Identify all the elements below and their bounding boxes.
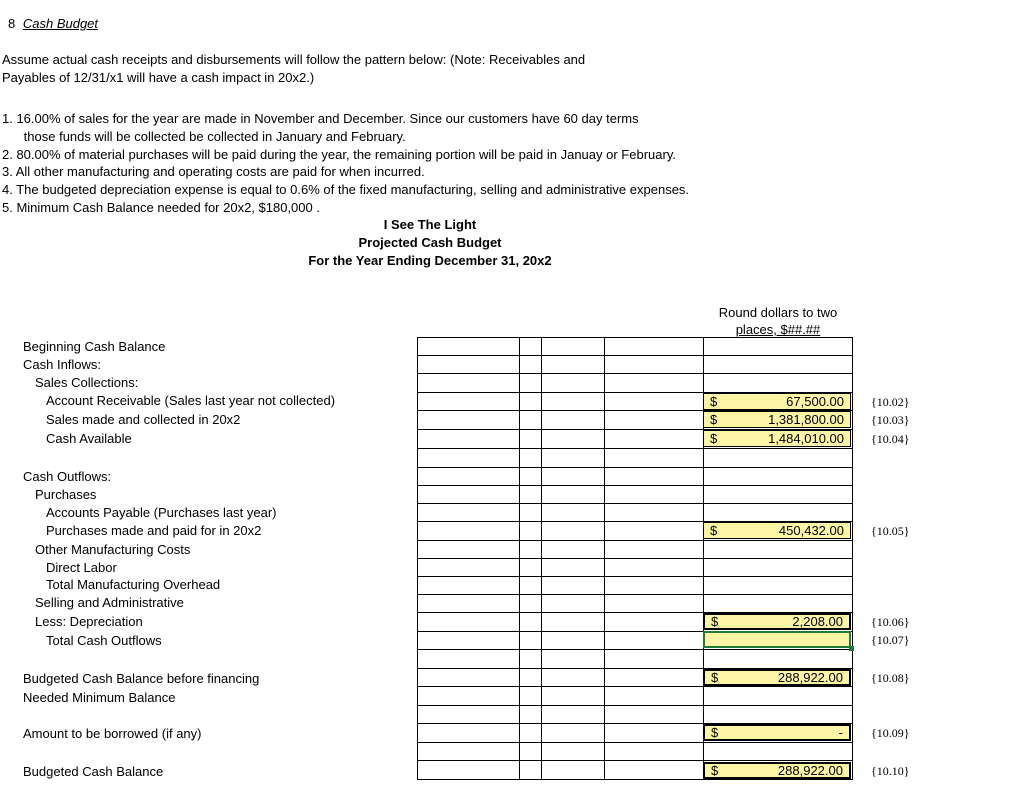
ref-purchases-paid: {10.05}	[871, 524, 910, 538]
currency-symbol: $	[710, 431, 718, 446]
amount: -	[838, 725, 843, 740]
row-cash-available: Cash Available	[46, 431, 132, 446]
grid-row-line	[417, 355, 853, 356]
grid-row-line	[417, 503, 853, 504]
amount: 288,922.00	[777, 670, 843, 685]
item-2: 2. 80.00% of material purchases will be paid during the year, the remaining portion will be paid in Januay or February.	[2, 147, 676, 162]
row-beginning-cash: Beginning Cash Balance	[23, 339, 166, 354]
selection-fill-handle[interactable]	[849, 646, 854, 651]
currency-symbol: $	[711, 670, 719, 685]
item-4: 4. The budgeted depreciation expense is equal to 0.6% of the fixed manufacturing, selling and administrative expenses.	[2, 182, 690, 197]
cell-total-cash-outflows[interactable]	[703, 631, 851, 648]
row-purchases: Purchases	[35, 487, 97, 502]
cell-purchases-paid[interactable]	[703, 522, 851, 539]
ref-budgeted-balance: {10.10}	[871, 764, 910, 778]
grid-row-line	[417, 448, 853, 449]
grid-column-line	[852, 337, 853, 780]
row-budgeted-balance: Budgeted Cash Balance	[23, 764, 164, 779]
cell-before-financing[interactable]	[703, 669, 851, 686]
currency-symbol: $	[711, 763, 719, 778]
row-before-financing: Budgeted Cash Balance before financing	[23, 671, 260, 686]
row-total-cash-outflows: Total Cash Outflows	[46, 633, 162, 648]
row-needed-minimum: Needed Minimum Balance	[23, 690, 176, 705]
grid-row-line	[417, 594, 853, 595]
row-account-receivable: Account Receivable (Sales last year not collected)	[46, 393, 336, 408]
grid-column-line	[604, 337, 605, 780]
report-period: For the Year Ending December 31, 20x2	[308, 253, 552, 268]
grid-row-line	[417, 540, 853, 541]
currency-symbol: $	[711, 725, 719, 740]
cell-account-receivable[interactable]	[703, 393, 851, 410]
ref-amount-borrowed: {10.09}	[871, 726, 910, 740]
grid-row-line	[417, 686, 853, 687]
currency-symbol: $	[711, 614, 719, 629]
item-1-continued: those funds will be collected be collected in January and February.	[2, 129, 406, 144]
ref-total-cash-outflows: {10.07}	[871, 633, 910, 647]
row-purchases-paid: Purchases made and paid for in 20x2	[46, 523, 262, 538]
row-accounts-payable: Accounts Payable (Purchases last year)	[46, 505, 277, 520]
company-name: I See The Light	[383, 217, 477, 232]
section-number: 8	[8, 16, 16, 31]
grid-row-line	[417, 705, 853, 706]
grid-column-line	[417, 337, 418, 780]
grid-column-line	[519, 337, 520, 780]
ref-cash-available: {10.04}	[871, 432, 910, 446]
ref-account-receivable: {10.02}	[871, 395, 910, 409]
grid-column-line	[541, 337, 542, 780]
grid-row-line	[417, 649, 853, 650]
row-less-depreciation: Less: Depreciation	[35, 614, 143, 629]
item-5: 5. Minimum Cash Balance needed for 20x2, $180,000 .	[2, 200, 320, 215]
amount: 1,381,800.00	[768, 412, 844, 427]
row-sales-collected: Sales made and collected in 20x2	[46, 412, 241, 427]
cell-sales-collected[interactable]	[703, 411, 851, 428]
section-title	[8, 16, 98, 32]
ref-before-financing: {10.08}	[871, 671, 910, 685]
assumption-line-2: Payables of 12/31/x1 will have a cash impact in 20x2.)	[2, 70, 315, 85]
grid-row-line	[417, 779, 853, 780]
ref-sales-collected: {10.03}	[871, 413, 910, 427]
currency-symbol: $	[710, 394, 718, 409]
row-sales-collections: Sales Collections:	[35, 375, 139, 390]
item-3: 3. All other manufacturing and operating costs are paid for when incurred.	[2, 164, 425, 179]
row-cash-inflows: Cash Inflows:	[23, 357, 102, 372]
cell-budgeted-balance[interactable]	[703, 762, 851, 779]
row-cash-outflows: Cash Outflows:	[23, 469, 112, 484]
row-other-mfg: Other Manufacturing Costs	[35, 542, 191, 557]
round-note-line-2: places, $##.##	[735, 322, 821, 337]
grid-row-line	[417, 576, 853, 577]
amount: 288,922.00	[777, 763, 843, 778]
item-1: 1. 16.00% of sales for the year are made in November and December. Since our customers have 60 day terms	[2, 111, 639, 126]
currency-symbol: $	[710, 412, 718, 427]
amount: 67,500.00	[786, 394, 844, 409]
row-direct-labor: Direct Labor	[46, 560, 117, 575]
section-title-text: Cash Budget	[22, 16, 99, 31]
report-title: Projected Cash Budget	[358, 235, 502, 250]
round-note-line-1: Round dollars to two	[718, 305, 838, 320]
grid-row-line	[417, 742, 853, 743]
grid-row-line	[417, 373, 853, 374]
grid-row-line	[417, 558, 853, 559]
row-amount-borrowed: Amount to be borrowed (if any)	[23, 726, 202, 741]
currency-symbol: $	[710, 523, 718, 538]
grid-row-line	[417, 337, 853, 338]
row-total-mfg-overhead: Total Manufacturing Overhead	[46, 577, 221, 592]
cell-cash-available[interactable]	[703, 430, 851, 447]
row-selling-admin: Selling and Administrative	[35, 595, 184, 610]
ref-less-depreciation: {10.06}	[871, 615, 910, 629]
grid-row-line	[417, 485, 853, 486]
amount: 1,484,010.00	[768, 431, 844, 446]
cell-amount-borrowed[interactable]	[703, 724, 851, 741]
grid-row-line	[417, 467, 853, 468]
grid-row-line	[417, 760, 853, 761]
amount: 2,208.00	[792, 614, 843, 629]
assumption-line-1: Assume actual cash receipts and disbursements will follow the pattern below: (Note: Receivables and	[2, 52, 586, 67]
amount: 450,432.00	[778, 523, 844, 538]
cell-less-depreciation[interactable]	[703, 613, 851, 630]
